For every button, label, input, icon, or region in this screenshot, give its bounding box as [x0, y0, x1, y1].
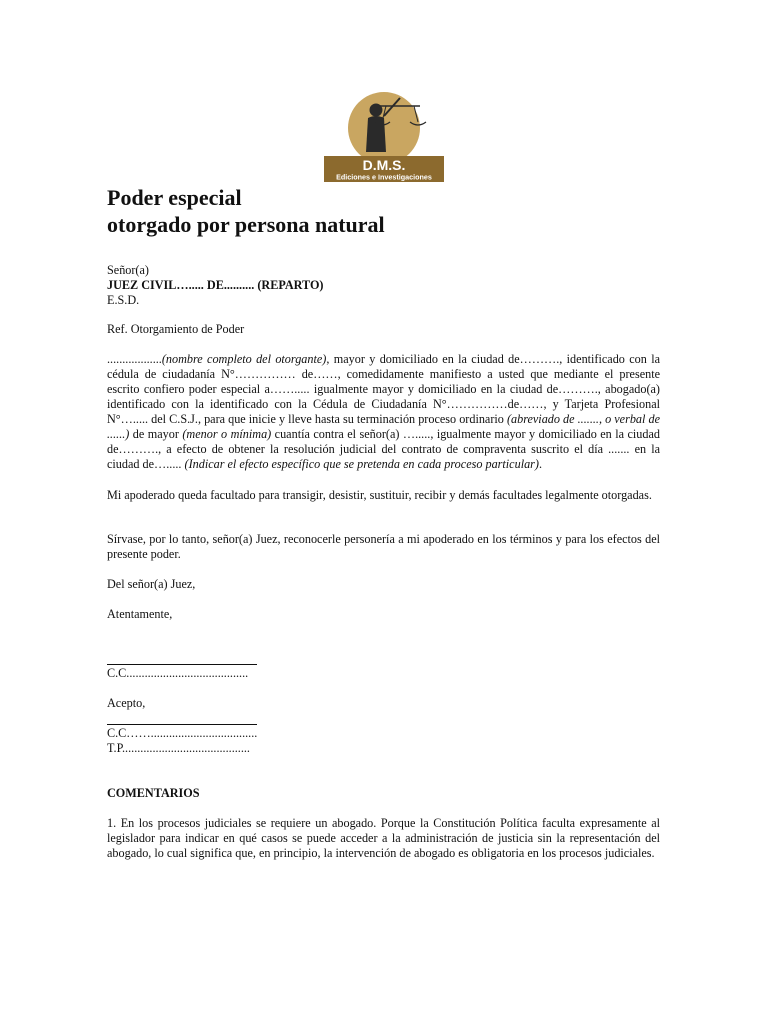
- title-line-1: Poder especial: [107, 185, 242, 210]
- title-line-2: otorgado por persona natural: [107, 212, 385, 237]
- address-judge: JUEZ CIVIL…..... DE.......... (REPARTO): [107, 278, 324, 292]
- grantor-blank: ..................: [107, 352, 162, 366]
- acceptance-label: Acepto,: [107, 696, 146, 710]
- closing-salutation: Del señor(a) Juez,: [107, 577, 196, 591]
- paragraph-text: de mayor: [129, 427, 183, 441]
- lawyer-id: C.C……...................................: [107, 726, 258, 740]
- paragraph-text: , mayor y domiciliado en la ciudad de………., identificado con la cédula de ciudadanía N°…………… de……, comedidamente manifiesto a usted que mediante el presente escrito confiero poder especial a……..... igualmente mayor y domiciliado en la ciudad de………., abogado(a) identificado con la identificado con la Cédula de Ciudadanía N°……………de……, y Tarjeta Profesional N°…..... del C.S.J., para que inicie y lleve hasta su terminación proceso ordinario: [107, 352, 660, 426]
- grantor-id: C.C........................................: [107, 666, 249, 680]
- amount-placeholder: (menor o mínima): [182, 427, 272, 441]
- request-paragraph: Sírvase, por lo tanto, señor(a) Juez, reconocerle personería a mi apoderado en los términos y para los efectos del presente poder.: [107, 532, 660, 561]
- logo-brand: D.M.S.: [362, 157, 406, 173]
- signature-line-grantor: [107, 664, 257, 665]
- paragraph-end: .: [538, 457, 543, 471]
- main-paragraph: [107, 352, 660, 472]
- address-esd: E.S.D.: [107, 293, 140, 307]
- effect-placeholder: (Indicar el efecto específico que se pretenda en cada proceso particular): [184, 457, 539, 471]
- address-block: [107, 263, 660, 308]
- dms-logo: [324, 92, 444, 184]
- grantor-placeholder: (nombre completo del otorgante): [161, 352, 327, 366]
- comments-heading: COMENTARIOS: [107, 786, 200, 800]
- paragraph-text: cuantía contra el señor(a) …....., igualmente mayor y domiciliado en la ciudad de………., a efecto de obtener la resolución judicial del contrato de compraventa suscrito el día ....... en la ciudad de….....: [107, 427, 660, 471]
- powers-paragraph: Mi apoderado queda facultado para transigir, desistir, sustituir, recibir y demás facultades legalmente otorgadas.: [107, 488, 652, 502]
- address-salutation: Señor(a): [107, 263, 149, 277]
- lawyer-professional-card: T.P..........................................: [107, 741, 250, 755]
- document-title: [107, 184, 385, 238]
- closing-regards: Atentamente,: [107, 607, 173, 621]
- comment-item-1: 1. En los procesos judiciales se requiere un abogado. Porque la Constitución Política faculta expresamente al legislador para indicar en qué casos se puede acceder a la administración de justicia sin la representación del abogado, lo cual significa que, en principio, la intervención de abogado es obligatoria en los procesos judiciales.: [107, 816, 660, 860]
- process-type-placeholder: (abreviado de ......., o verbal de ......): [107, 412, 660, 441]
- signature-line-lawyer: [107, 724, 257, 725]
- logo-tagline: Ediciones e Investigaciones: [336, 172, 432, 182]
- reference-line: Ref. Otorgamiento de Poder: [107, 322, 245, 336]
